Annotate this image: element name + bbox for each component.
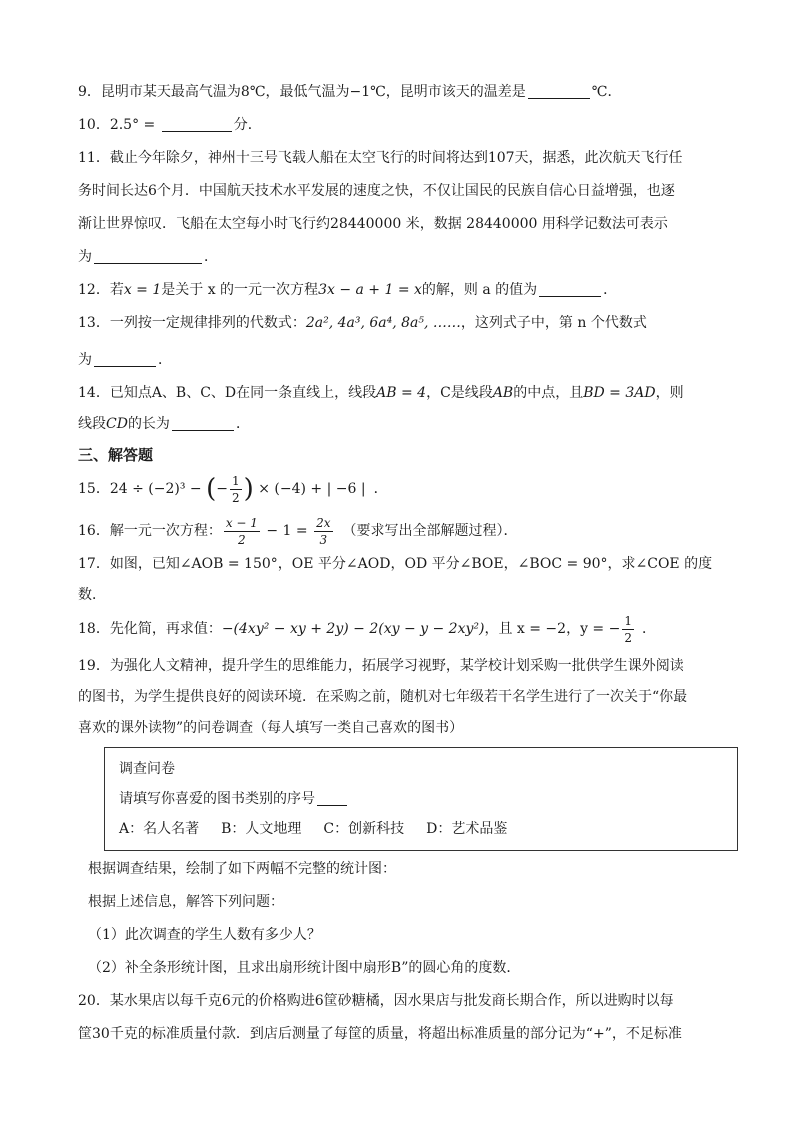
q14-cd: CD	[106, 416, 128, 432]
q16-pre: 16．解一元一次方程：	[78, 523, 222, 539]
q14-bd: BD = 3AD	[583, 385, 656, 401]
q16-f2-den: 3	[319, 532, 328, 547]
q14-line2-pre: 线段	[78, 416, 106, 432]
survey-prompt: 请填写你喜爱的图书类别的序号	[119, 791, 315, 807]
q14-line2-mid: 的长为	[127, 416, 170, 432]
q14-line2-post: ．	[235, 416, 250, 432]
q16-post: （要求写出全部解题过程）．	[342, 523, 518, 539]
survey-option-a: A：名人名著	[119, 821, 200, 837]
q11-line3: 渐让世界惊叹．飞船在太空每小时飞行约28440000 米，数据 28440000 用科学记数法可表示	[78, 216, 668, 232]
q11-line2: 务时间长达6个月．中国航天技术水平发展的速度之快，不仅让国民的民族自信心日益增强，也逐	[78, 183, 675, 199]
q18-frac-num: 1	[624, 613, 632, 628]
q16-fraction-2	[314, 517, 332, 546]
q14-line1-a: 14．已知点A、B、C、D在同一条直线上，线段	[78, 385, 377, 401]
q18-expr: −(4xy² − xy + 2y) − 2(xy − y − 2xy²)	[221, 621, 485, 637]
q16-fraction-1	[224, 517, 260, 546]
q13-answer-blank	[94, 350, 156, 367]
q15-frac-den: 2	[231, 490, 240, 505]
survey-options	[119, 814, 723, 844]
q16-f1-num: x − 1	[225, 515, 258, 530]
q9-text: 9．昆明市某天最高气温为8℃，最低气温为−1℃，昆明市该天的温差是	[78, 84, 526, 100]
question-12	[78, 278, 720, 303]
survey-option-c: C：创新科技	[323, 821, 405, 837]
q14-ab2: AB	[492, 385, 514, 401]
q18-pre: 18．先化简，再求值：	[78, 621, 222, 637]
q13-line2-pre: 为	[78, 352, 92, 368]
q12-end: ．	[603, 282, 618, 298]
q12-pre: 12．若	[78, 282, 124, 298]
question-11	[78, 146, 720, 270]
question-19	[78, 654, 720, 981]
q11-line4	[78, 245, 720, 270]
survey-prompt-row	[119, 784, 723, 814]
survey-box	[104, 747, 738, 851]
question-9	[78, 80, 720, 105]
q15-post: ．	[373, 481, 388, 497]
q14-answer-blank	[172, 414, 234, 431]
q10-answer-blank	[162, 115, 232, 132]
q18-mid: ，且 x = −2，y = −	[484, 621, 621, 637]
q13-seq: 2a², 4a³, 6a⁴, 8a⁵, ……	[305, 315, 461, 331]
question-13	[78, 311, 720, 373]
q13-line2-post: ．	[158, 352, 172, 368]
q12-post: 的解，则 a 的值为	[421, 282, 538, 298]
q18-post: ．	[641, 621, 656, 637]
q14-line2	[78, 412, 720, 437]
q11-line4-pre: 为	[78, 249, 92, 265]
q16-f2-num: 2x	[316, 515, 331, 530]
q10-unit: 分．	[233, 117, 262, 133]
q19-line2: 的图书，为学生提供良好的阅读环境．在采购之前，随机对七年级若干名学生进行了一次关于“你最	[78, 689, 688, 705]
q19-sub2: （2）补全条形统计图，且求出扇形统计图中扇形B”的圆心角的度数．	[88, 960, 521, 976]
question-17	[78, 552, 720, 608]
question-20	[78, 989, 720, 1047]
q12-mid: 是关于 x 的一元一次方程	[161, 282, 319, 298]
survey-answer-blank	[317, 789, 347, 806]
q16-mid: − 1 =	[261, 523, 313, 539]
q19-line1: 19．为强化人文精神，提升学生的思维能力，拓展学习视野，某学校计划采购一批供学生课外阅读	[78, 658, 684, 674]
q15-expr-b: × (−4) + | −6 |	[253, 481, 366, 497]
question-18	[78, 608, 720, 650]
q12-answer-blank	[539, 280, 601, 297]
q14-line1-d: ，则	[655, 385, 684, 401]
question-10	[78, 113, 720, 138]
q11-line4-post: ．	[204, 249, 218, 265]
q17-line2: 数．	[78, 587, 106, 603]
q14-line1	[78, 381, 720, 406]
q12-eq2: 3x − a + 1 = x	[318, 282, 422, 298]
q10-num: 10．	[78, 117, 110, 133]
q15-expr-a: 24 ÷ (−2)³ −	[109, 481, 207, 497]
q15-fraction	[230, 475, 242, 504]
q9-answer-blank	[528, 82, 590, 99]
q17-line1: 17．如图，已知∠AOB = 150°，OE 平分∠AOD，OD 平分∠BOE，∠BOC = 90°，求∠COE 的度	[78, 556, 713, 572]
question-16	[78, 510, 720, 552]
q14-line1-c: 的中点，且	[513, 385, 584, 401]
q18-frac-den: 2	[624, 630, 632, 645]
q14-line1-b: ，C是线段	[426, 385, 493, 401]
q11-line1: 11．截止今年除夕，神州十三号飞载人船在太空飞行的时间将达到107天，据悉，此次航天飞行任	[78, 150, 683, 166]
q20-line1: 20．某水果店以每千克6元的价格购进6筐砂糖橘，因水果店与批发商长期合作，所以进购时以每	[78, 993, 674, 1009]
section-3-heading: 三、解答题	[78, 446, 154, 464]
q9-unit: ℃．	[591, 84, 622, 100]
q18-fraction	[622, 615, 634, 644]
q15-num: 15．	[78, 481, 110, 497]
q15-frac-num: 1	[231, 473, 240, 488]
q13-line1	[78, 311, 720, 336]
q16-f1-den: 2	[238, 532, 246, 547]
q13-pre: 13．一列按一定规律排列的代数式：	[78, 315, 306, 331]
q10-expr: 2.5° =	[109, 117, 160, 133]
q19-after1: 根据调查结果，绘制了如下两幅不完整的统计图：	[88, 861, 396, 877]
survey-option-d: D：艺术品鉴	[426, 821, 508, 837]
q19-after2: 根据上述信息，解答下列问题：	[88, 894, 284, 910]
q13-post: ，这列式子中，第 n 个代数式	[460, 315, 647, 331]
q20-line2: 筐30千克的标准质量付款．到店后测量了每筐的质量，将超出标准质量的部分记为“+”，不足标准	[78, 1026, 682, 1042]
q19-sub1: （1）此次调查的学生人数有多少人？	[88, 927, 321, 943]
survey-option-b: B：人文地理	[221, 821, 302, 837]
question-14	[78, 381, 720, 437]
exam-page	[78, 80, 720, 1047]
q13-line2	[78, 348, 720, 373]
question-15: 15．24 ÷ (−2)³ − (− $\frac{1}{2}$ ) × (−4) + | −6 | ．	[78, 473, 388, 505]
q12-eq1: x = 1	[123, 282, 162, 298]
q14-ab: AB = 4	[376, 385, 427, 401]
q19-line3: 喜欢的课外读物”的问卷调查（每人填写一类自己喜欢的图书）	[78, 720, 464, 736]
q11-answer-blank	[94, 247, 202, 264]
survey-title: 调查问卷	[119, 761, 175, 777]
